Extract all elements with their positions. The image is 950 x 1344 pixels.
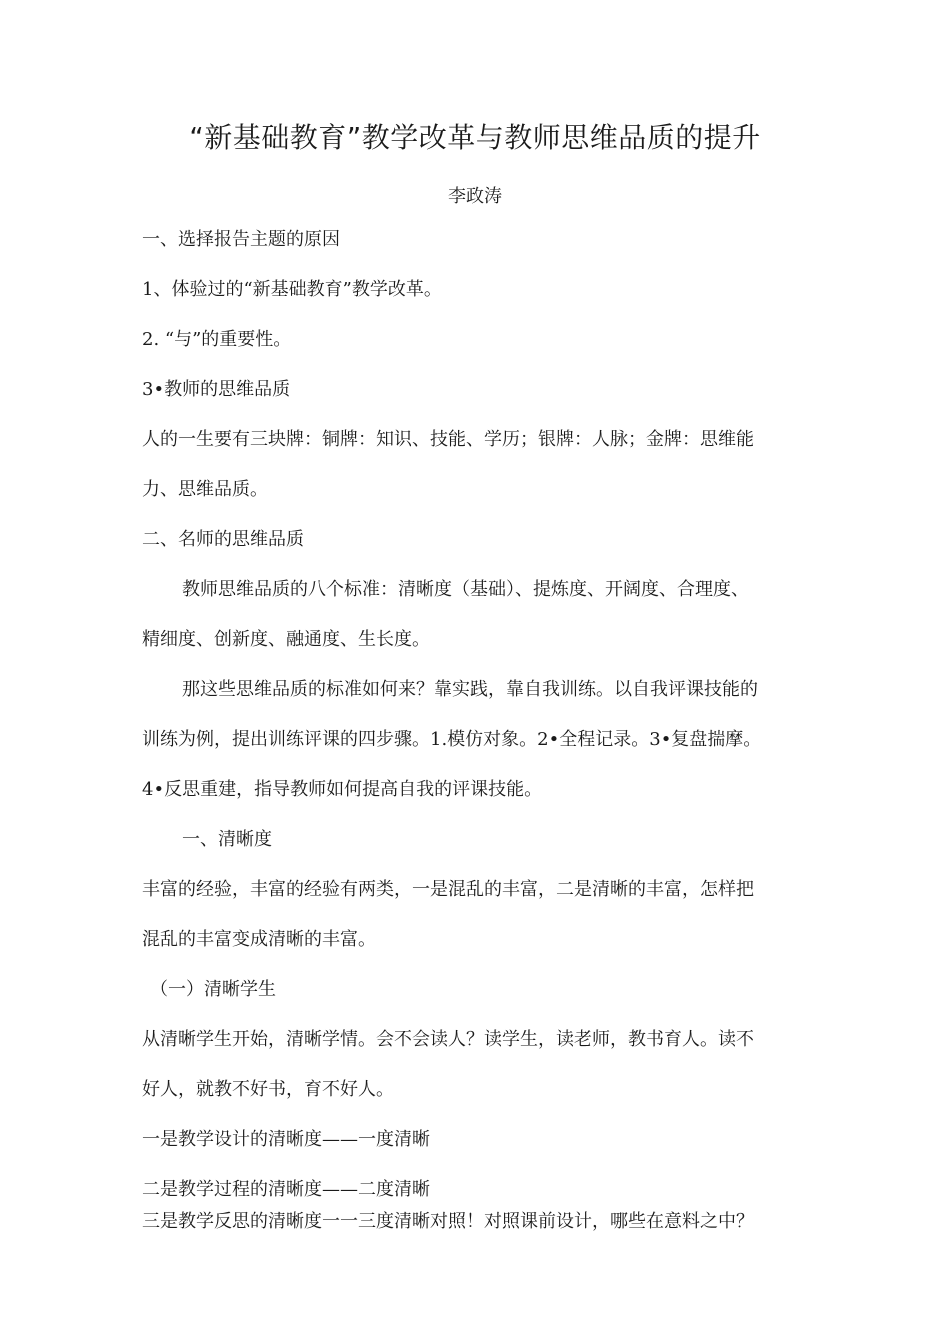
paragraph-line: 从清晰学生开始，清晰学情。会不会读人？读学生，读老师，教书育人。读不 xyxy=(142,1029,754,1050)
section-heading-reasons: 一、选择报告主题的原因 xyxy=(142,229,340,250)
paragraph-line: 那这些思维品质的标准如何来？靠实践，靠自我训练。以自我评课技能的 xyxy=(182,679,758,700)
paragraph-line: 1、体验过的“新基础教育”教学改革。 xyxy=(142,279,442,300)
section-heading-master-teachers: 二、名师的思维品质 xyxy=(142,529,304,550)
paragraph-line: 丰富的经验，丰富的经验有两类，一是混乱的丰富，二是清晰的丰富，怎样把 xyxy=(142,879,754,900)
paragraph-line: 力、思维品质。 xyxy=(142,479,268,500)
paragraph-line: 三是教学反思的清晰度一一三度清晰对照！对照课前设计，哪些在意料之中？ xyxy=(142,1211,754,1232)
paragraph-line: 混乱的丰富变成清晰的丰富。 xyxy=(142,929,376,950)
subsection-heading-clarity: 一、清晰度 xyxy=(182,829,272,850)
paragraph-line: 2. “与”的重要性。 xyxy=(142,329,292,350)
document-author: 李政涛 xyxy=(448,186,502,207)
paragraph-line: 训练为例，提出训练评课的四步骤。1.模仿对象。2•全程记录。3•复盘揣摩。 xyxy=(142,729,762,750)
paragraph-line: 4•反思重建，指导教师如何提高自我的评课技能。 xyxy=(142,779,543,800)
document-title: “新基础教育”教学改革与教师思维品质的提升 xyxy=(189,121,761,154)
paragraph-line: 好人，就教不好书，育不好人。 xyxy=(142,1079,394,1100)
paragraph-line: 教师思维品质的八个标准：清晰度（基础）、提炼度、开阔度、合理度、 xyxy=(182,579,749,600)
paragraph-line: 人的一生要有三块牌：铜牌：知识、技能、学历；银牌：人脉；金牌：思维能 xyxy=(142,429,754,450)
paragraph-line: 一是教学设计的清晰度——一度清晰 xyxy=(142,1129,430,1150)
paragraph-line: 3•教师的思维品质 xyxy=(142,379,291,400)
subsection-heading-clear-students: （一）清晰学生 xyxy=(150,979,276,1000)
paragraph-line: 二是教学过程的清晰度——二度清晰 xyxy=(142,1179,430,1200)
paragraph-line: 精细度、创新度、融通度、生长度。 xyxy=(142,629,430,650)
